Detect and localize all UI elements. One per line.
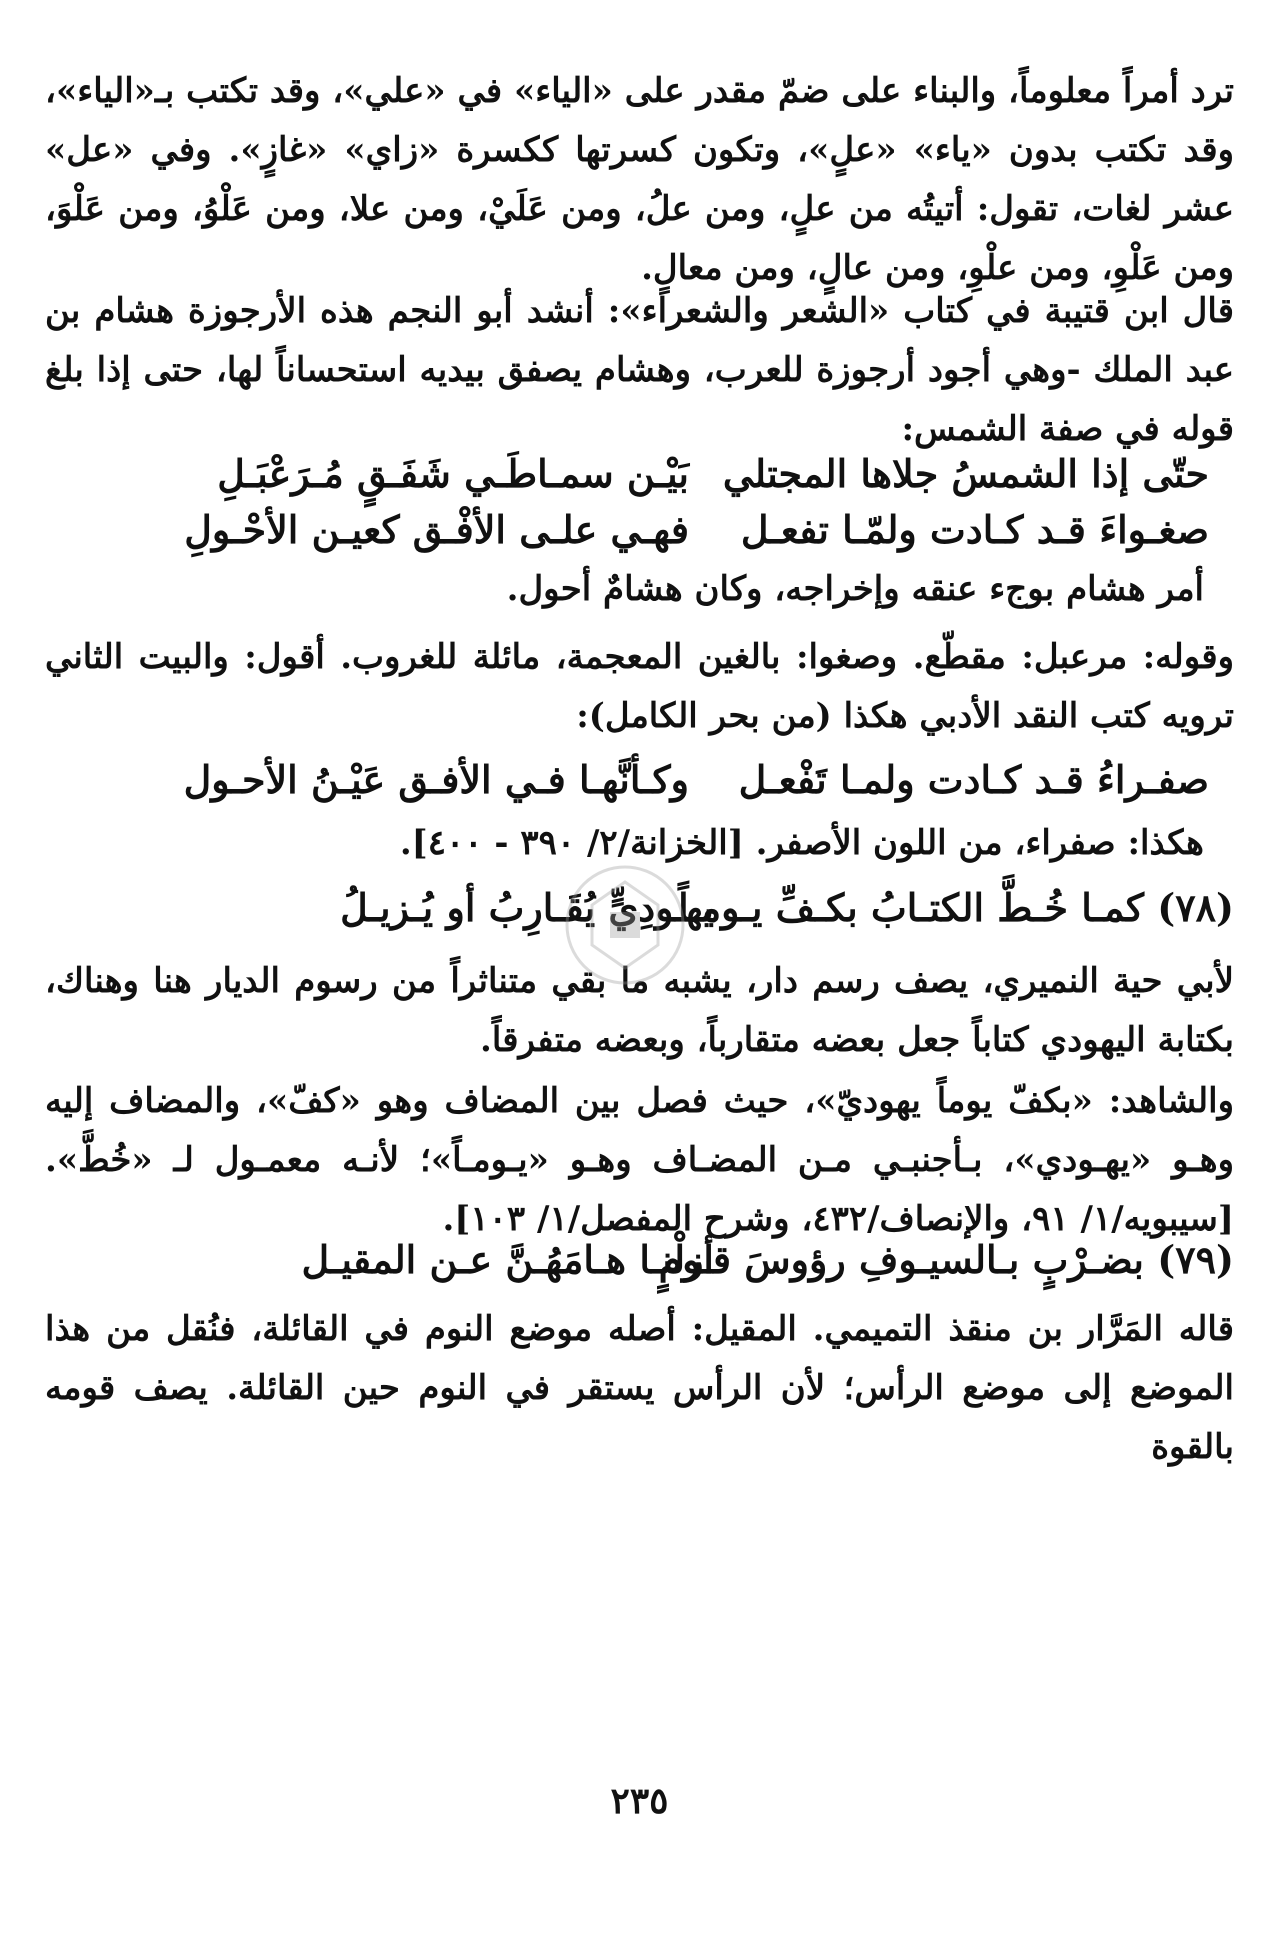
verse-1-first-hemistich: حتّى إذا الشمسُ جلاها المجتلي <box>722 451 1209 496</box>
paragraph-ibn-qutaiba: قال ابن قتيبة في كتاب «الشعر والشعراء»: أنشد أبو النجم هذه الأرجوزة هشام بن عبد الملك -وهي أجود أرجوزة للعرب، وهشام يصفق بيديه استحساناً لها، حتى إذا بلغ قوله في صفة الشمس: <box>45 291 1234 449</box>
verse-line-3 <box>90 752 1209 808</box>
paragraph-ali-forms: ترد أمراً معلوماً، والبناء على ضمّ مقدر على «الياء» في «علي»، وقد تكتب بـ«الياء»، وقد تكتب بدون «ياء» «علٍ»، وتكون كسرتها ككسرة «زاي» «غازٍ». وفي «عل» عشر لغات، تقول: أتيتُه من علٍ، ومن علُ، ومن عَلَيْ، ومن علا، ومن عَلْوُ، ومن عَلْوَ، ومن عَلْوِ، ومن علْوِ، ومن عالٍ، ومن معالٍ. <box>45 71 1234 288</box>
verse-3-second-hemistich: وكـأنَّهـا فـي الأفـق عَيْـنُ الأحـول <box>183 757 689 802</box>
verse-78-first-hemistich: (٧٨) كمـا خُـطَّ الكتـابُ بكـفِّ يـومـاً <box>678 885 1234 930</box>
verse-2-first-hemistich: صغـواءَ قـد كـادت ولمّـا تفعـل <box>740 507 1209 552</box>
verse-2-second-hemistich: فهـي علـى الأفْـق كعيـن الأحْـولِ <box>184 507 689 552</box>
verse-79-first-hemistich: (٧٩) بضـرْبٍ بـالسيـوفِ رؤوسَ قـومٍ <box>658 1237 1234 1282</box>
verse-line-1 <box>90 446 1209 502</box>
paragraph-meanings: وقوله: مرعبل: مقطّع. وصغوا: بالغين المعجمة، مائلة للغروب. أقول: والبيت الثاني ترويه كتب النقد الأدبي هكذا (من بحر الكامل): <box>45 637 1234 736</box>
verse-1-second-hemistich: بَيْـن سمـاطَـي شَفَـقٍ مُـرَعْبَـلِ <box>217 451 689 496</box>
paragraph-shahid-78: والشاهد: «بكفّ يوماً يهوديّ»، حيث فصل بين المضاف وهو «كفّ»، والمضاف إليه وهـو «يهـودي»، بـأجنبـي مـن المضـاف وهـو «يـومـاً»؛ لأنـه معمـول لـ «خُطَّ». [سيبويه/١/ ٩١، والإنصاف/٤٣٢، وشرح المفصل/١/ ١٠٣]. <box>45 1081 1234 1239</box>
library-seal-watermark-icon <box>560 860 690 990</box>
paragraph-safra-reference: هكذا: صفراء، من اللون الأصفر. [الخزانة/٢/ ٣٩٠ - ٤٠٠]. <box>399 823 1204 863</box>
verse-79-second-hemistich: أزلْنـا هـامَهُـنَّ عـن المقيـل <box>301 1237 714 1282</box>
verse-line-79 <box>90 1232 1234 1288</box>
verse-3-first-hemistich: صفـراءُ قـد كـادت ولمـا تَفْعـل <box>738 757 1209 802</box>
paragraph-hisham-order: أمر هشام بوجء عنقه وإخراجه، وكان هشامٌ أحول. <box>506 569 1204 609</box>
page-number: ٢٣٥ <box>610 1780 669 1822</box>
paragraph-marrar: قاله المَرَّار بن منقذ التميمي. المقيل: أصله موضع النوم في القائلة، فنُقل من هذا الموضع إلى موضع الرأس؛ لأن الرأس يستقر في النوم حين القائلة. يصف قومه بالقوة <box>45 1309 1234 1467</box>
verse-line-2 <box>90 502 1209 558</box>
verse-78-second-hemistich: يهـودِيٍّ يُقَـارِبُ أو يُـزيـلُ <box>340 885 714 930</box>
paragraph-abu-hayya: لأبي حية النميري، يصف رسم دار، يشبه ما بقي متناثراً من رسوم الديار هنا وهناك، بكتابة اليهودي كتاباً جعل بعضه متقارباً، وبعضه متفرقاً. <box>45 961 1234 1060</box>
